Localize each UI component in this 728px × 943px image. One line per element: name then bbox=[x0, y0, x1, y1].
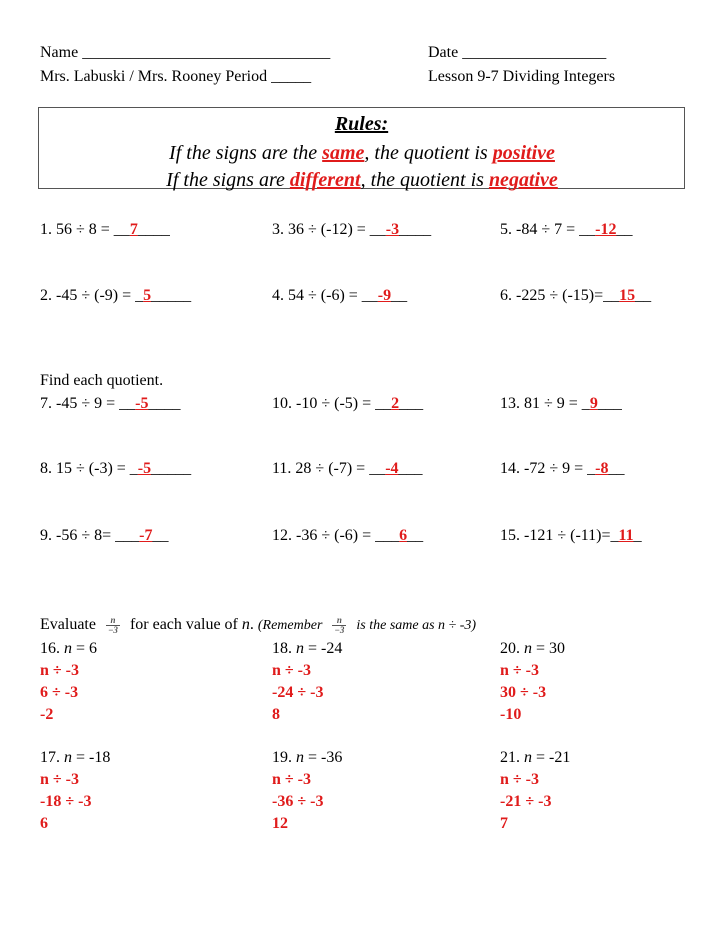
eval-problem-17: 17. n = -18 n ÷ -3 -18 ÷ -3 6 bbox=[40, 749, 111, 832]
eval-answer: 8 bbox=[272, 706, 280, 723]
rule1-keyword-same: same bbox=[322, 142, 365, 164]
eval-step: 30 ÷ -3 bbox=[500, 684, 547, 701]
answer: 5 bbox=[143, 287, 152, 304]
name-line: Name _______________________________ bbox=[40, 44, 331, 61]
rule-same-signs bbox=[0, 141, 726, 165]
rules-title: Rules: bbox=[334, 113, 389, 135]
rule-different-signs bbox=[0, 168, 726, 192]
problem-6: 6. -225 ÷ (-15)=__15__ bbox=[500, 287, 652, 304]
eval-step: -36 ÷ -3 bbox=[272, 793, 324, 810]
answer: 7 bbox=[129, 221, 138, 238]
problem-1: 1. 56 ÷ 8 = __7____ bbox=[40, 221, 170, 238]
rule1-text: If the signs are the bbox=[169, 142, 323, 164]
eval-step: n ÷ -3 bbox=[40, 662, 80, 679]
evaluate-instructions: Evaluate $\frac{n}{-3}$ for each value of n. (Remember $\frac{n}{-3}$ is the same as n ÷ -3) bbox=[40, 615, 477, 635]
problem-11: 11. 28 ÷ (-7) = __-4___ bbox=[272, 460, 423, 477]
rule1-text2: , the quotient is bbox=[364, 142, 493, 164]
answer: 2 bbox=[391, 395, 400, 412]
remember-text-end: is the same as n ÷ -3) bbox=[356, 618, 477, 634]
eval-answer: -2 bbox=[40, 706, 54, 723]
answer: -7 bbox=[139, 527, 153, 544]
answer: 6 bbox=[399, 527, 408, 544]
evaluate-variable: n bbox=[241, 616, 250, 634]
teacher-period-line: Mrs. Labuski / Mrs. Rooney Period _____ bbox=[40, 68, 312, 85]
rule2-keyword-different: different bbox=[289, 169, 361, 191]
section-find-quotient-label: Find each quotient. bbox=[40, 372, 164, 389]
fraction-n-over-neg3-reminder: $\frac{n}{-3}$ bbox=[334, 615, 345, 635]
answer: -4 bbox=[385, 460, 399, 477]
problem-10: 10. -10 ÷ (-5) = __2___ bbox=[272, 395, 424, 412]
answer: 15 bbox=[619, 287, 636, 304]
problem-15: 15. -121 ÷ (-11)=_11_ bbox=[500, 527, 642, 544]
problem-7: 7. -45 ÷ 9 = __-5____ bbox=[40, 395, 181, 412]
date-line: Date __________________ bbox=[428, 44, 607, 61]
problem-13: 13. 81 ÷ 9 = _9___ bbox=[500, 395, 622, 412]
problem-4: 4. 54 ÷ (-6) = __-9__ bbox=[272, 287, 408, 304]
answer: -5 bbox=[135, 395, 149, 412]
answer: -9 bbox=[377, 287, 392, 304]
answer: -5 bbox=[137, 460, 152, 477]
rule2-keyword-negative: negative bbox=[488, 169, 558, 191]
eval-step: n ÷ -3 bbox=[272, 771, 312, 788]
evaluate-label: Evaluate bbox=[40, 616, 96, 634]
eval-answer: 6 bbox=[40, 815, 48, 832]
problem-2: 2. -45 ÷ (-9) = _5_____ bbox=[40, 287, 192, 304]
fraction-n-over-neg3: $\frac{n}{-3}$ bbox=[107, 615, 118, 635]
evaluate-mid-text: for each value of bbox=[129, 616, 238, 634]
answer: 11 bbox=[618, 527, 634, 544]
problem-12: 12. -36 ÷ (-6) = ___6__ bbox=[272, 527, 424, 544]
problem-14: 14. -72 ÷ 9 = _-8__ bbox=[500, 460, 625, 477]
eval-problem-16: 16. n = 6 n ÷ -3 6 ÷ -3 -2 bbox=[40, 640, 98, 723]
eval-answer: -10 bbox=[500, 706, 522, 723]
problem-8: 8. 15 ÷ (-3) = _-5_____ bbox=[40, 460, 192, 477]
problem-3: 3. 36 ÷ (-12) = __-3____ bbox=[272, 221, 432, 238]
eval-step: n ÷ -3 bbox=[500, 662, 540, 679]
rule2-text2: , the quotient is bbox=[360, 169, 489, 191]
answer: -8 bbox=[595, 460, 609, 477]
remember-text: (Remember bbox=[257, 618, 323, 634]
problem-9: 9. -56 ÷ 8= ___-7__ bbox=[40, 527, 169, 544]
eval-step: n ÷ -3 bbox=[40, 771, 80, 788]
eval-answer: 12 bbox=[272, 815, 288, 832]
problem-5: 5. -84 ÷ 7 = __-12__ bbox=[500, 221, 633, 238]
eval-step: -21 ÷ -3 bbox=[500, 793, 552, 810]
answer: -3 bbox=[385, 221, 400, 238]
rule1-keyword-positive: positive bbox=[492, 142, 555, 164]
eval-step: -18 ÷ -3 bbox=[40, 793, 92, 810]
rule2-text: If the signs are bbox=[166, 169, 290, 191]
answer: 9 bbox=[589, 395, 598, 412]
eval-step: -24 ÷ -3 bbox=[272, 684, 324, 701]
eval-step: n ÷ -3 bbox=[500, 771, 540, 788]
eval-answer: 7 bbox=[500, 815, 508, 832]
eval-problem-19: 19. n = -36 n ÷ -3 -36 ÷ -3 12 bbox=[272, 749, 343, 832]
eval-problem-18: 18. n = -24 n ÷ -3 -24 ÷ -3 8 bbox=[272, 640, 343, 723]
answer: -12 bbox=[595, 221, 617, 238]
eval-problem-21: 21. n = -21 n ÷ -3 -21 ÷ -3 7 bbox=[500, 749, 571, 832]
eval-problem-20: 20. n = 30 n ÷ -3 30 ÷ -3 -10 bbox=[500, 640, 566, 723]
eval-step: n ÷ -3 bbox=[272, 662, 312, 679]
eval-step: 6 ÷ -3 bbox=[40, 684, 79, 701]
lesson-title: Lesson 9-7 Dividing Integers bbox=[428, 68, 616, 85]
